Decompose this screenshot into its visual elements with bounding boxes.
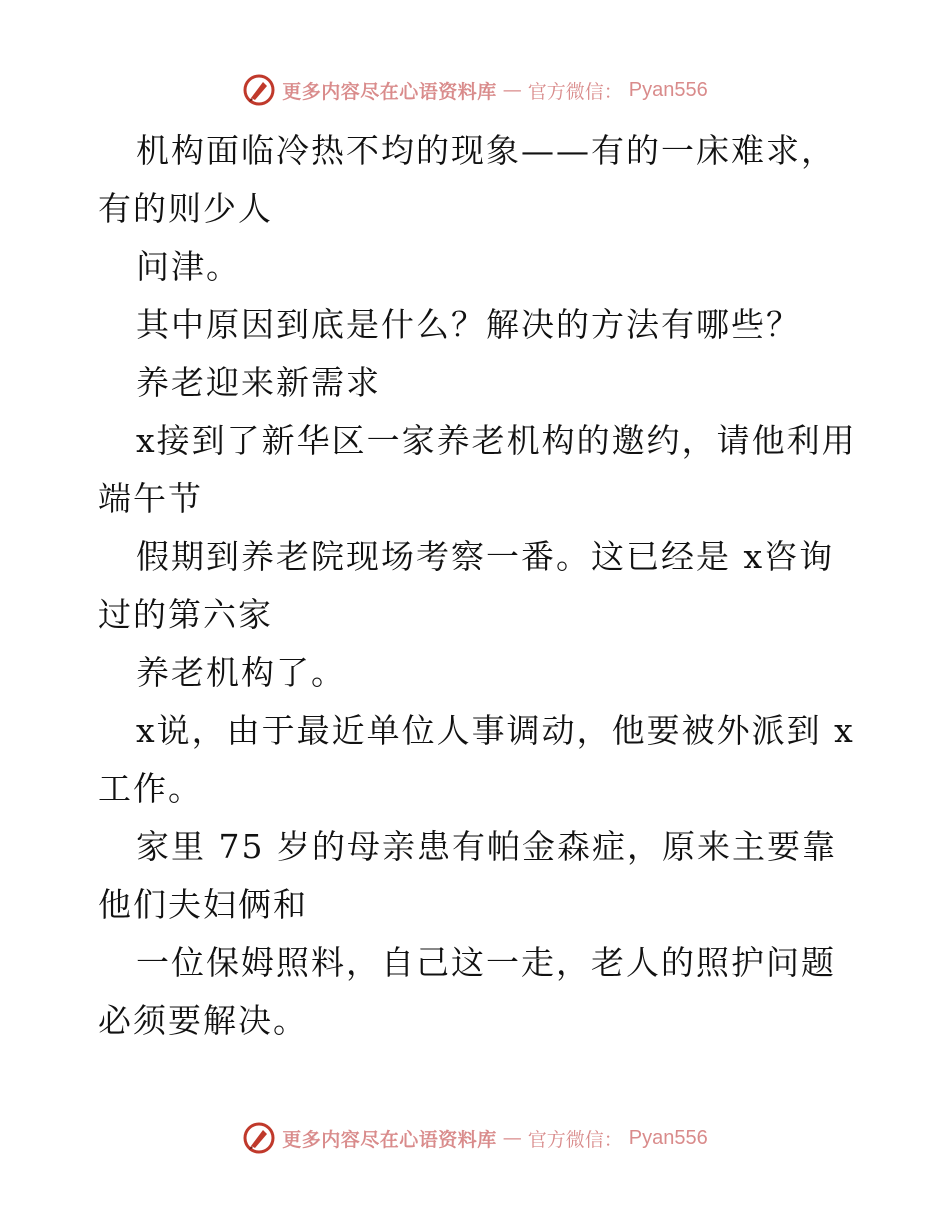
banner-wechat-label: 官方微信： [527, 1128, 623, 1151]
banner-brand-text: 更多内容尽在心语资料库 [282, 80, 497, 103]
paragraph: 养老迎来新需求 [136, 363, 381, 402]
banner-wechat-id: Pyan556 [628, 78, 708, 101]
pen-logo-icon [242, 73, 276, 107]
banner-brand-text: 更多内容尽在心语资料库 [282, 1128, 497, 1151]
paragraph: 家里 75 岁的母亲患有帕金森症，原来主要靠他们夫妇俩和 [98, 827, 837, 924]
banner-wechat-label: 官方微信： [527, 80, 623, 103]
paragraph: 其中原因到底是什么？解决的方法有哪些？ [136, 305, 801, 344]
banner-separator: — [502, 79, 522, 101]
paragraph: x说，由于最近单位人事调动，他要被外派到 x工作。 [98, 711, 855, 808]
footer-watermark-banner [0, 1118, 950, 1158]
pen-logo-icon [242, 1121, 276, 1155]
header-watermark-banner [0, 70, 950, 110]
document-body [98, 122, 858, 1050]
banner-separator: — [502, 1127, 522, 1149]
paragraph: 问津。 [136, 247, 241, 286]
paragraph: 假期到养老院现场考察一番。这已经是 x咨询过的第六家 [98, 537, 835, 634]
banner-wechat-id: Pyan556 [628, 1126, 708, 1149]
paragraph: 机构面临冷热不均的现象——有的一床难求，有的则少人 [98, 131, 836, 228]
paragraph: 养老机构了。 [136, 653, 346, 692]
paragraph: x接到了新华区一家养老机构的邀约，请他利用端午节 [98, 421, 857, 518]
paragraph: 一位保姆照料，自己这一走，老人的照护问题必须要解决。 [98, 943, 836, 1040]
